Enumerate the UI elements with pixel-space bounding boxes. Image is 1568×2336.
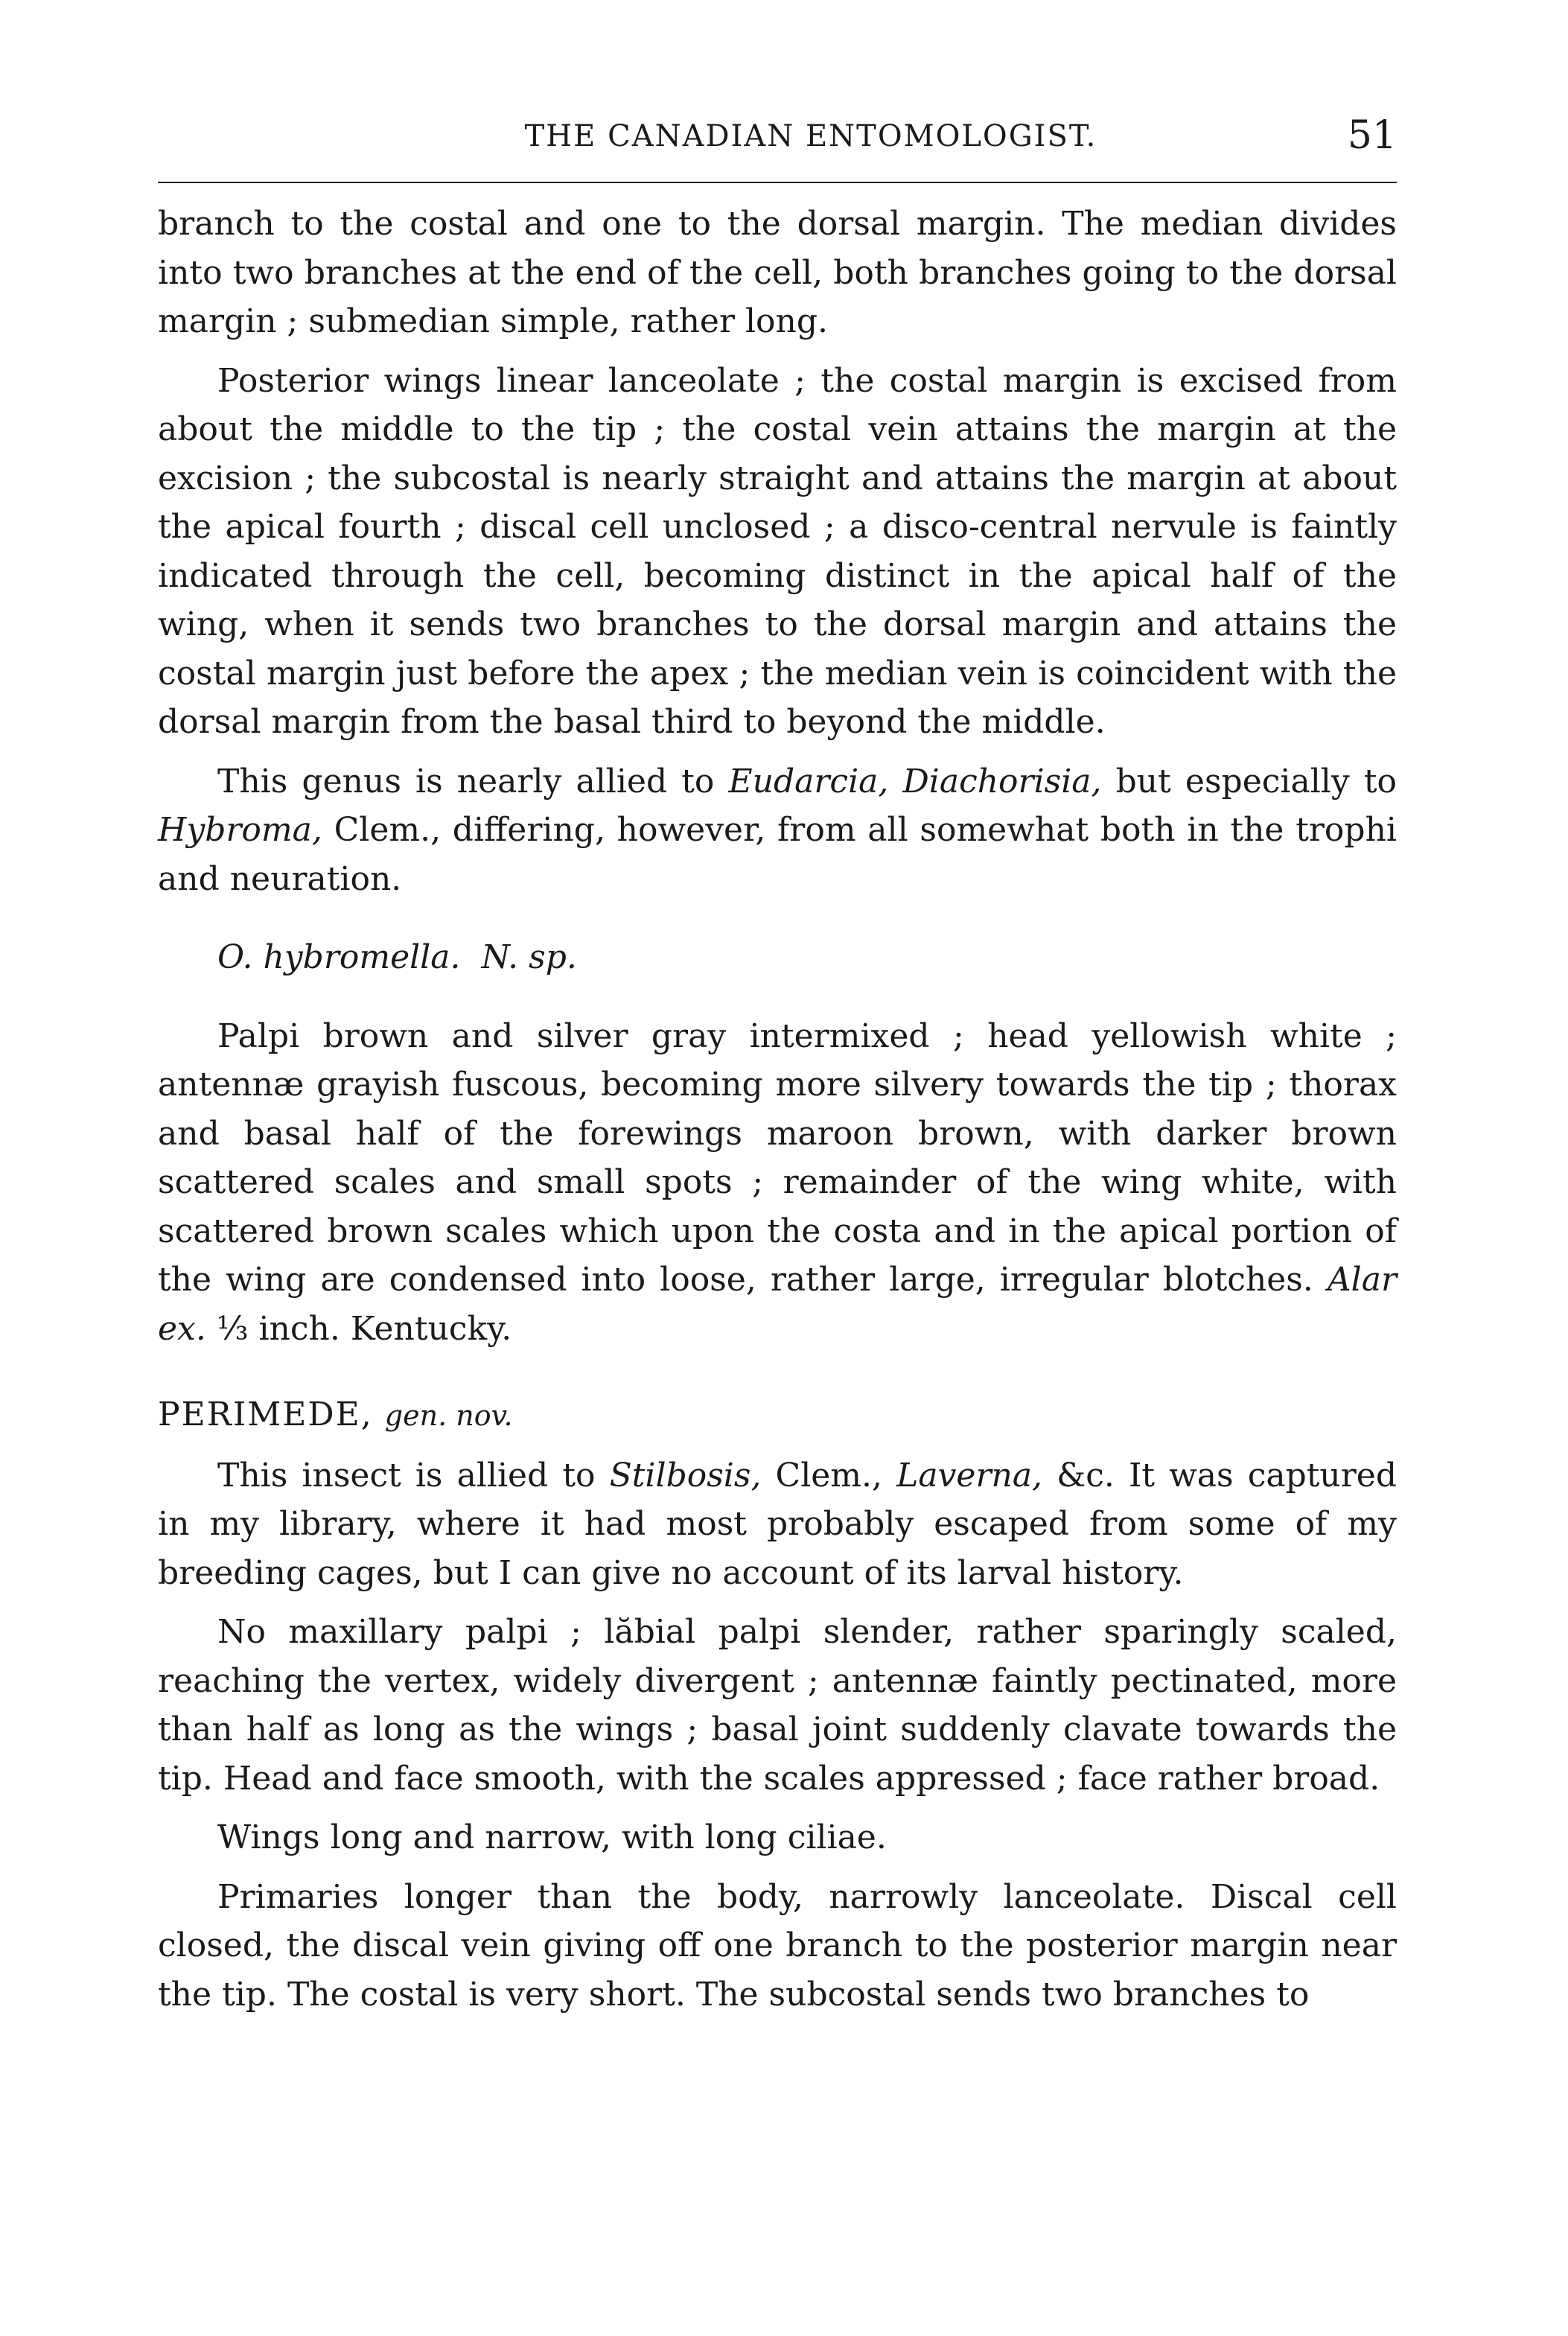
paragraph-species-description	[158, 1012, 1397, 1354]
text-run: Clem., differing, however, from all somewhat both in the trophi and neuration.	[158, 811, 1397, 898]
running-header	[158, 112, 1397, 171]
heading-separator	[373, 1395, 385, 1433]
text-run: Palpi brown and silver gray intermixed ; head yellowish white ; antennæ grayish fuscous, becoming more silvery towards the tip ; thorax and basal half of the forewings maroon brown, with darker brown scattered scales and small spots ; remainder of the wing white, with scattered brown scales which upon the costa and in the apical portion of the wing are condensed into loose, rather large, irregular blotches.	[158, 1016, 1397, 1299]
text-run	[888, 763, 902, 801]
paragraph-palpi: No maxillary palpi ; lăbial palpi slender, rather sparingly scaled, reaching the vertex, widely divergent ; antennæ faintly pectinated, more than half as long as the wings ; basal joint suddenly clavate towards the tip. Head and face smooth, with the scales appressed ; face rather broad.	[158, 1613, 1397, 1798]
text-run: but especially to	[1101, 762, 1397, 801]
genus-name-diachorisia: Diachorisia,	[902, 762, 1102, 801]
species-heading	[158, 933, 1397, 982]
paragraph-primaries: Primaries longer than the body, narrowly lanceolate. Discal cell closed, the discal vein giving off one branch to the posterior margin near the tip. The costal is very short. The subcostal sends two branches to	[158, 1877, 1397, 2014]
genus-name-laverna: Laverna,	[896, 1456, 1043, 1495]
genus-name-hybroma: Hybroma,	[158, 811, 322, 849]
text-run: ⅓ inch. Kentucky.	[205, 1309, 512, 1348]
page-number: 51	[1347, 113, 1397, 158]
species-name: O. hybromella.	[217, 938, 461, 976]
document-page	[158, 112, 1397, 2019]
heading-separator	[460, 938, 471, 976]
paragraph-continuation: branch to the costal and one to the dorsal margin. The median divides into two branches at the end of the cell, both branches going to the dorsal margin ; submedian simple, rather long.	[158, 205, 1397, 340]
paragraph-wings: Wings long and narrow, with long ciliae.	[217, 1818, 887, 1856]
paragraph-posterior-wings: Posterior wings linear lanceolate ; the costal margin is excised from about the middle to the tip ; the costal vein attains the margin at the excision ; the subcostal is nearly straight and attains the margin at about the apical fourth ; discal cell unclosed ; a disco-central nervule is faintly indicated through the cell, becoming distinct in the apical half of the wing, when it sends two branches to the dorsal margin and attains the costal margin just before the apex ; the median vein is coincident with the dorsal margin from the basal third to beyond the middle.	[158, 361, 1397, 741]
genus-heading	[158, 1390, 1397, 1441]
journal-title: THE CANADIAN ENTOMOLOGIST.	[524, 119, 1097, 153]
header-rule	[158, 182, 1397, 183]
genus-name-eudarcia: Eudarcia,	[728, 762, 889, 801]
text-run: &c. It was captured in my library, where it had most probably escaped from some of my breeding cages, but I can give no account of its larval history.	[158, 1456, 1397, 1592]
genus-name: PERIMEDE,	[158, 1395, 373, 1433]
species-status: N. sp.	[481, 938, 577, 976]
body-text	[158, 200, 1397, 2019]
text-run: This insect is allied to	[217, 1456, 610, 1495]
wing-expanse-label: Alar ex.	[158, 1261, 1397, 1348]
genus-name-stilbosis: Stilbosis,	[609, 1456, 762, 1495]
genus-status: gen. nov.	[384, 1399, 513, 1432]
text-run: This genus is nearly allied to	[217, 762, 729, 801]
text-run: Clem.,	[761, 1456, 897, 1495]
paragraph-genus-intro	[158, 1451, 1397, 1598]
paragraph-genus-affinity	[158, 757, 1397, 904]
